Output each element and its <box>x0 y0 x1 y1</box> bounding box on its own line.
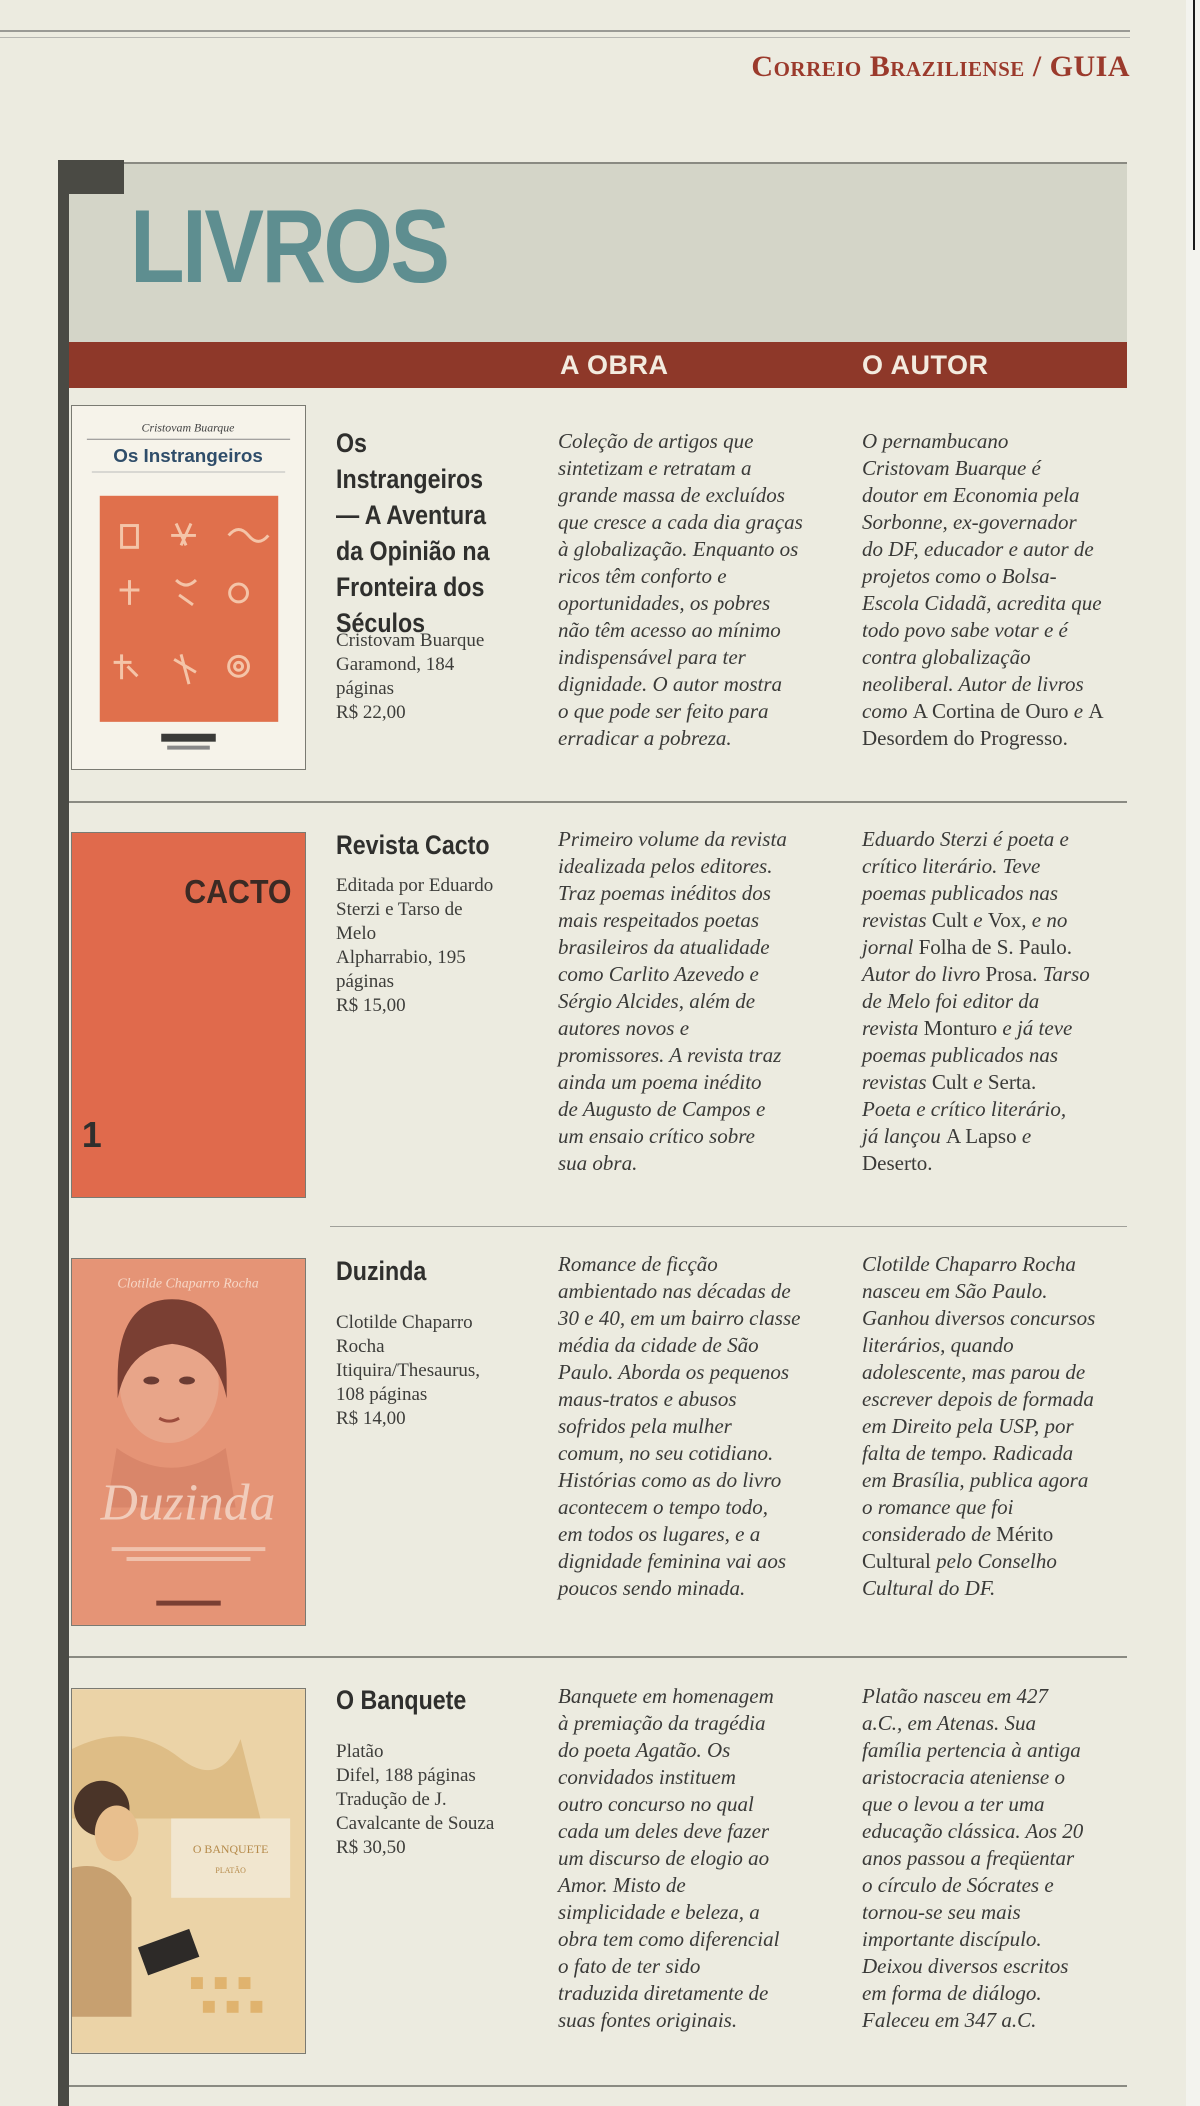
autor-text-title: Cult <box>931 1070 968 1094</box>
autor-text-title: Prosa. <box>985 962 1038 986</box>
book-autor-text <box>862 1251 1130 1602</box>
column-header-autor: O AUTOR <box>862 350 989 380</box>
cover-art <box>72 406 305 769</box>
book-info: Clotilde Chaparro Rocha Itiquira/Thesaurus, 108 páginas R$ 14,00 <box>336 1312 481 1429</box>
autor-text-title: Serta. <box>987 1070 1037 1094</box>
entry-separator <box>69 1656 1127 1658</box>
page-edge <box>1186 0 1200 2106</box>
cover-author-text: Cristovam Buarque <box>141 420 235 435</box>
book-autor-text <box>862 428 1130 752</box>
autor-text-title: A Desordem do Progresso. <box>862 699 1104 750</box>
left-tab <box>58 160 124 194</box>
autor-text-title: A Cortina de Ouro <box>912 699 1069 723</box>
book-info: Editada por Eduardo Sterzi e Tarso de Melo Alpharrabio, 195 páginas R$ 15,00 <box>336 875 494 1016</box>
autor-text-italic: e <box>968 1070 988 1094</box>
cover-title-text: Os Instrangeiros <box>113 445 263 467</box>
cover-title-text: O BANQUETE <box>192 1842 269 1857</box>
section-title: LIVROS <box>130 189 448 305</box>
cover-title-text: CACTO <box>184 872 292 911</box>
autor-text-title: A Lapso <box>946 1124 1017 1148</box>
header-slash: / <box>1032 50 1050 83</box>
cover-art <box>72 1689 305 2053</box>
book-obra-text: Coleção de artigos que sintetizam e retratam a grande massa de excluídos que cresce a cada dia graças à globalização. Enquanto os ricos têm conforto e oportunidades, os pobres não têm acesso ao mínimo indispensável para ter dignidade. O autor mostra o que pode ser feito para erradicar a pobreza. <box>558 429 803 750</box>
autor-text-italic: pelo Conselho Cultural do DF. <box>862 1549 1057 1600</box>
book-autor-text <box>862 826 1130 1177</box>
autor-text-title: Cult <box>931 908 968 932</box>
top-rule-thin <box>0 37 1130 38</box>
book-cover-revista-cacto <box>71 832 306 1198</box>
book-obra-text: Primeiro volume da revista idealizada pelos editores. Traz poemas inéditos dos mais respeitados poetas brasileiros da atualidade como Carlito Azevedo e Sérgio Alcides, além de autores novos e promissores. A revista traz ainda um poema inédito de Augusto de Campos e um ensaio crítico sobre sua obra. <box>558 827 787 1175</box>
cover-number-text: 1 <box>81 1114 102 1155</box>
autor-text-title: Monturo <box>923 1016 998 1040</box>
book-cover-duzinda <box>71 1258 306 1626</box>
book-obra-text: Banquete em homenagem à premiação da tragédia do poeta Agatão. Os convidados instituem outro concurso no qual cada um deles deve fazer um discurso de elogio ao Amor. Misto de simplicidade e beleza, a obra tem como diferencial o fato de ter sido traduzida diretamente de suas fontes originais. <box>558 1684 780 2032</box>
autor-text-italic: Platão nasceu em 427 a.C., em Atenas. Sua família pertencia à antiga aristocracia ateniense o que o levou a ter uma educação clássica. Aos 20 anos passou a freqüentar o círculo de Sócrates e tornou-se seu mais importante discípulo. Deixou diversos escritos em forma de diálogo. Faleceu em 347 a.C. <box>862 1684 1084 2032</box>
column-header-obra: A OBRA <box>560 350 669 380</box>
book-title: Duzinda <box>336 1256 427 1286</box>
autor-text-italic: Eduardo Sterzi é poeta e crítico literário. Teve poemas publicados nas revistas <box>862 827 1069 932</box>
cover-author-text: PLATÃO <box>215 1865 246 1875</box>
autor-text-italic: O pernambucano Cristovam Buarque é doutor em Economia pela Sorbonne, ex-governador do DF, educador e autor de projetos como o Bolsa- Escola Cidadã, acredita que todo povo sabe votar e é contra globalização neoliberal. Autor de livros como <box>862 429 1102 723</box>
autor-text-italic: e <box>1021 1124 1032 1148</box>
autor-text-title: Folha de S. Paulo. <box>918 935 1073 959</box>
book-info: Platão Difel, 188 páginas Tradução de J. Cavalcante de Souza R$ 30,50 <box>336 1741 495 1858</box>
autor-text-italic: Poeta e crítico literário, já lançou <box>862 1097 1067 1148</box>
page-edge-line <box>1193 0 1195 250</box>
book-title: O Banquete <box>336 1685 467 1715</box>
book-info: Cristovam Buarque Garamond, 184 páginas R$ 22,00 <box>336 630 485 723</box>
autor-text-title: Vox <box>987 908 1022 932</box>
top-rule <box>0 30 1130 32</box>
autor-text-title: Mérito Cultural <box>862 1522 1054 1573</box>
book-title: Os Instrangeiros — A Aventura da Opinião na Fronteira dos Séculos <box>336 428 490 638</box>
autor-text-italic: e <box>1068 699 1089 723</box>
entry-separator <box>330 1226 1127 1227</box>
cover-art <box>72 833 305 1197</box>
autor-text-italic: Clotilde Chaparro Rocha nasceu em São Paulo. Ganhou diversos concursos literários, quando adolescente, mas parou de escrever depois de formada em Direito pela USP, por falta de tempo. Radicada em Brasília, publica agora o romance que foi considerado de <box>862 1252 1096 1546</box>
book-autor-text <box>862 1683 1130 2034</box>
cover-art <box>72 1259 305 1625</box>
book-title: Revista Cacto <box>336 830 490 860</box>
entry-separator <box>69 801 1127 803</box>
cover-title-text: Duzinda <box>100 1474 276 1532</box>
autor-text-title: Deserto. <box>862 1151 933 1175</box>
autor-text-italic: e <box>968 908 988 932</box>
autor-text-italic: Tarso de Melo foi editor da revista <box>862 962 1090 1040</box>
autor-text-italic: e já teve poemas publicados nas revistas <box>862 1016 1073 1094</box>
book-cover-os-instrangeiros <box>71 405 306 770</box>
publication-name: Correio Braziliense <box>751 50 1025 83</box>
book-obra-text: Romance de ficção ambientado nas décadas de 30 e 40, em um bairro classe média da cidade de São Paulo. Aborda os pequenos maus-tratos e abusos sofridos pela mulher comum, no seu cotidiano. Histórias como as do livro acontecem o tempo todo, em todos os lugares, e a dignidade feminina vai aos poucos sendo minada. <box>558 1252 801 1600</box>
page-header <box>751 50 1130 84</box>
bottom-rule <box>69 2085 1127 2087</box>
autor-text-italic: , e no jornal <box>862 908 1068 959</box>
section-name: GUIA <box>1049 50 1130 83</box>
book-cover-o-banquete <box>71 1688 306 2054</box>
left-vertical-bar <box>58 160 69 2106</box>
cover-author-text: Clotilde Chaparro Rocha <box>117 1276 259 1292</box>
title-band-rule <box>69 162 1127 164</box>
autor-text-italic: Autor do livro <box>862 962 981 986</box>
